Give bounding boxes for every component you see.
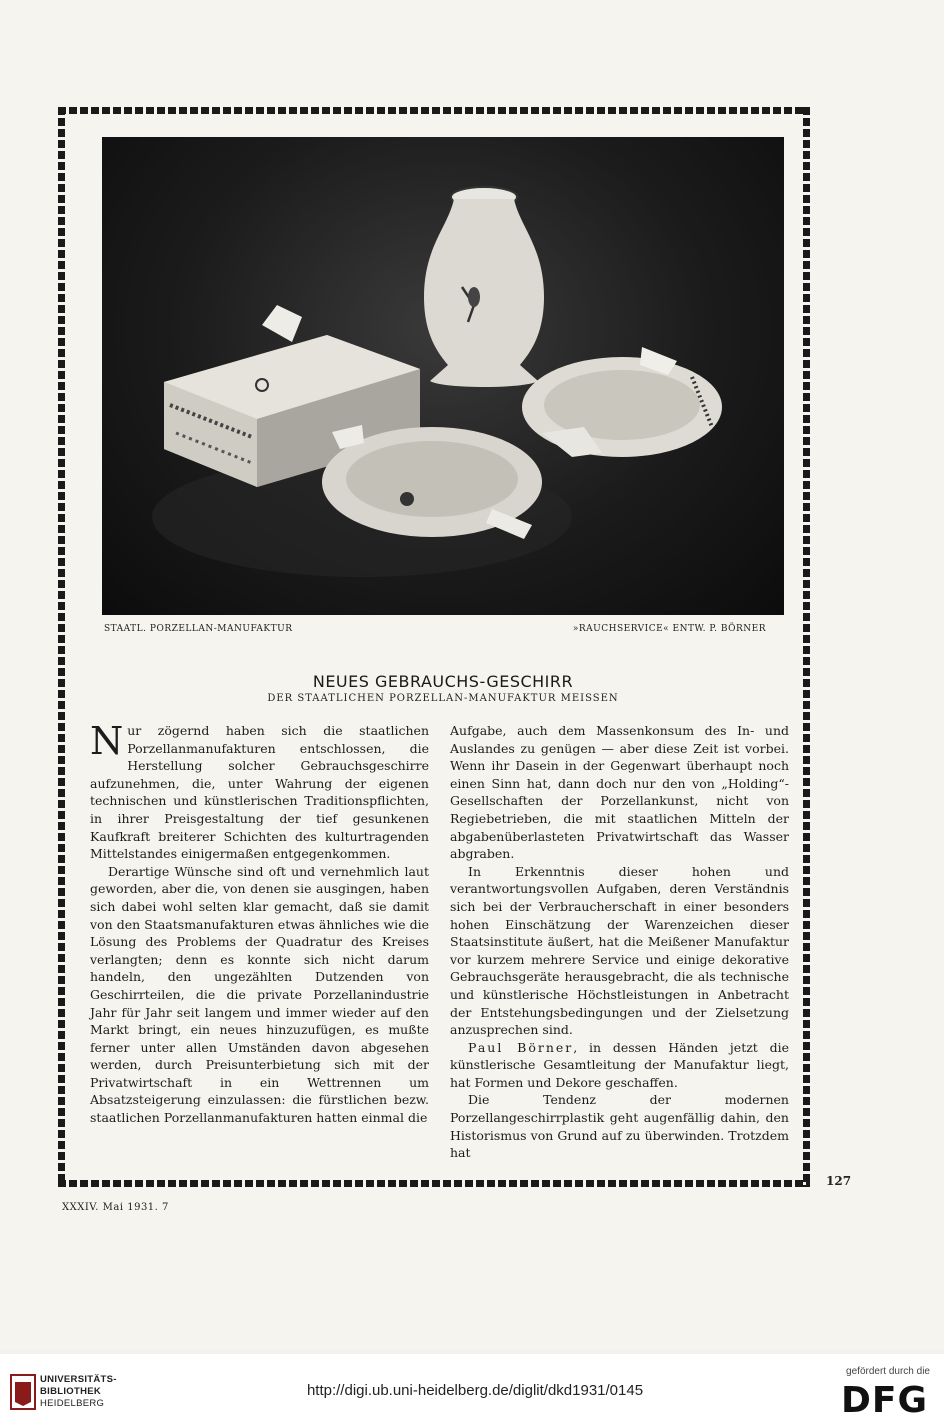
text-column-left bbox=[90, 719, 429, 1127]
text-column-right bbox=[450, 722, 789, 1162]
ashtray-right-image bbox=[522, 347, 722, 457]
photo-caption-left: STAATL. PORZELLAN-MANUFAKTUR bbox=[104, 624, 293, 634]
decorative-border-left bbox=[58, 107, 65, 1187]
decorative-border-bottom bbox=[58, 1180, 810, 1187]
decorative-border-right bbox=[803, 107, 810, 1187]
paragraph bbox=[450, 1039, 789, 1092]
permalink-url[interactable]: http://digi.ub.uni-heidelberg.de/diglit/dkd1931/0145 bbox=[306, 1382, 644, 1399]
article-title: NEUES GEBRAUCHS-GESCHIRR bbox=[312, 672, 574, 691]
library-name-line: UNIVERSITÄTS- bbox=[40, 1374, 117, 1385]
article-subtitle: DER STAATLICHEN PORZELLAN-MANUFAKTUR MEISSEN bbox=[267, 693, 619, 704]
photo-caption-right: »RAUCHSERVICE« ENTW. P. BÖRNER bbox=[572, 624, 766, 634]
dfg-logo: DFG bbox=[840, 1380, 928, 1421]
library-name-line: HEIDELBERG bbox=[40, 1398, 105, 1409]
porcelain-photograph bbox=[102, 137, 784, 615]
paragraph: In Erkenntnis dieser hohen und verantwortungsvollen Aufgaben, deren Verständnis sich bei der Verbraucherschaft in einer besonders hohen Einschätzung der Warenzeichen dieser Staatsinstitute äußert, hat die Meißener Manufaktur vor kurzem mehrere Service und einige dekorative Gebrauchsgeräte herausgebracht, die als technische und künstlerische Höchstleistungen in Anbetracht der Entstehungsbedingungen und der Zielsetzung anzusprechen sind. bbox=[450, 863, 789, 1038]
paragraph: Derartige Wünsche sind oft und vernehmlich laut geworden, aber die, von denen sie ausgingen, haben sich dabei wohl selten klar gemacht, daß sie damit von den Staatsmanufakturen etwas ähnliches wie die Lösung des Problems der Quadratur des Kreises verlangten; denn es konnte sich nicht darum handeln, den ungezählten Dutzenden von Geschirrteilen, die die private Porzellanindustrie Jahr für Jahr seit langem und immer wieder auf den Markt bringt, ein neues hinzuzufügen, es mußte ferner unter allen Umständen davon abgesehen werden, durch Preisunterbietung sich mit der Privatwirtschaft in ein Wettrennen um Absatzsteigerung einzulassen: die fürstlichen bezw. staatlichen Porzellanmanufakturen hatten einmal die bbox=[90, 863, 429, 1126]
paragraph: Die Tendenz der modernen Porzellangeschirrplastik geht augenfällig dahin, den Historismus von Grund auf zu überwinden. Trotzdem hat bbox=[450, 1092, 789, 1161]
decorative-border-top bbox=[58, 107, 810, 114]
vase-image bbox=[424, 187, 544, 387]
page-number: 127 bbox=[826, 1174, 852, 1188]
paragraph-text: ur zögernd haben sich die staatlichen Porzellanmanufakturen entschlossen, die Herstellung solcher Gebrauchsgeschirre aufzunehmen, die, unter Wahrung der eigenen technischen und künstlerischen Traditionspflichten, in ihrer Preisgestaltung der tief gesunkenen Kaufkraft breiterer Schichten des kulturtragenden Mittelstandes einigermaßen entgegenkommen. bbox=[90, 723, 429, 862]
author-name: Paul Börner bbox=[468, 1039, 574, 1055]
paragraph bbox=[90, 719, 429, 863]
paragraph-text: , in dessen Händen jetzt die künstlerische Gesamtleitung der Manufaktur liegt, hat Formen und Dekore geschaffen. bbox=[450, 1039, 789, 1090]
drop-cap: N bbox=[90, 719, 124, 763]
funded-by-label: gefördert durch die bbox=[846, 1366, 930, 1377]
paragraph: Aufgabe, auch dem Massenkonsum des In- und Auslandes zu genügen — aber diese Zeit ist vorbei. Wenn ihr Dasein in der Gegenwart überhaupt noch einen Sinn hat, dann doch nur den von „Holding“-Gesellschaften der Porzellankunst, nicht von Regiebetrieben, die mit staatlichen Mitteln der abgabenüberlasteten Privatwirtschaft das Wasser abgraben. bbox=[450, 723, 789, 862]
footer-bar bbox=[0, 1354, 944, 1424]
library-name-line: BIBLIOTHEK bbox=[40, 1386, 102, 1397]
library-name bbox=[40, 1374, 117, 1410]
university-seal-icon bbox=[10, 1374, 36, 1410]
signature-line: XXXIV. Mai 1931. 7 bbox=[62, 1202, 169, 1213]
